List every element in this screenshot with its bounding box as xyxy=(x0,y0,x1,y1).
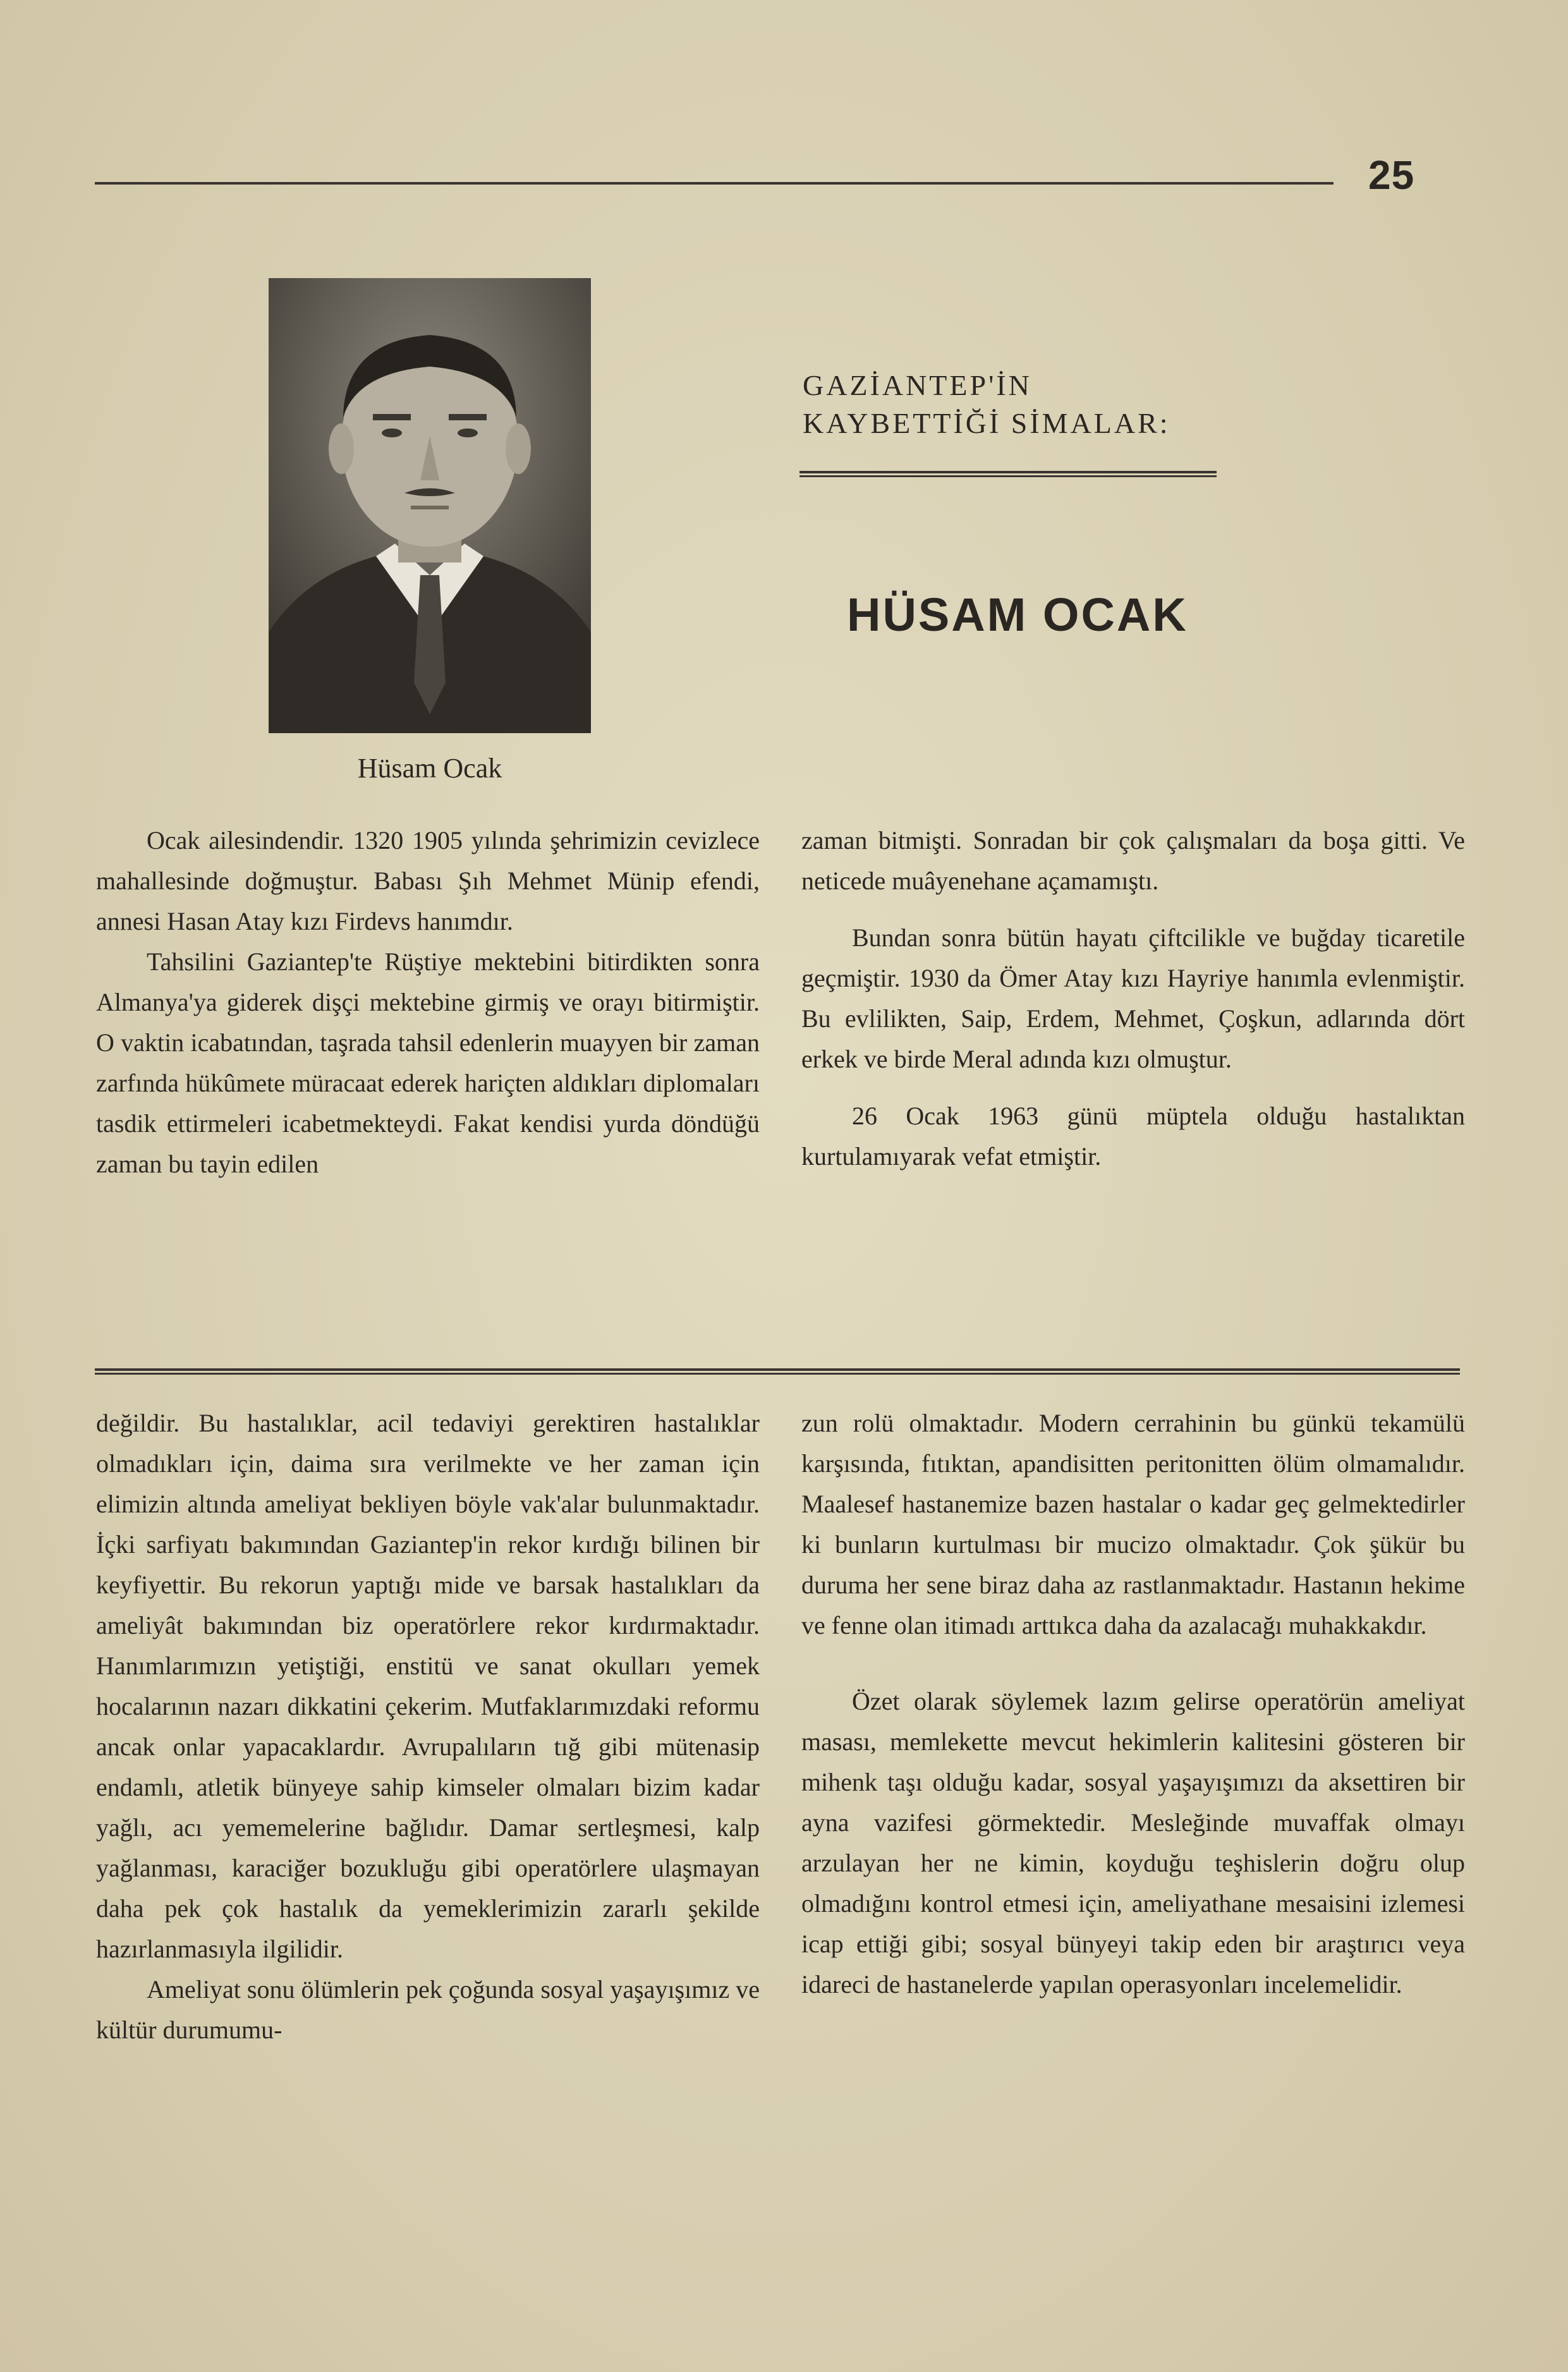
paragraph: Tahsilini Gaziantep'te Rüştiye mektebini bitirdikten sonra Almanya'ya giderek dişçi mektebine girmiş ve orayı bitirmiştir. O vaktin icabatından, taşrada tahsil edenlerin muayyen bir zaman zarfında hükûmete müracaat ederek hariçten aldıkları diplomaları tasdik ettirmeleri icabetmekteydi. Fakat kendisi yurda döndüğü zaman bu tayin edilen xyxy=(96,947,760,1178)
paragraph: Özet olarak söylemek lazım gelirse operatörün ameliyat masası, memlekette mevcut hekimlerin kalitesini gösteren bir mihenk taşı olduğu kadar, sosyal yaşayışımızı da aksettiren bir ayna vazifesi görmektedir. Mesleğinde muvaffak olmayı arzulayan her ne kimin, koyduğu teşhislerin doğru olup olmadığını kontrol etmesi için, ameliyathane mesaisini izlemesi icap ettiği gibi; sosyal bünyeyi takip eden bir araştırıcı veya idareci de hastanelerde yapılan operasyonları incelemelidir. xyxy=(801,1687,1465,1998)
page-number: 25 xyxy=(1368,152,1415,198)
paragraph: değildir. Bu hastalıklar, acil tedaviyi gerektiren hastalıklar olmadıkları için, daima sıra verilmekte ve her zaman için elimizin altında ameliyat bekliyen böyle vak'alar bulunmaktadır. İçki sarfiyatı bakımından Gaziantep'in rekor kırdığı bilinen bir keyfiyettir. Bu rekorun yaptığı mide ve barsak hastalıkları da ameliyât bakımından biz operatörlere rekor kırdırmaktadır. Hanımlarımızın yetiştiği, enstitü ve sanat okulları yemek hocalarının nazarı dikkatini çekerim. Mutfaklarımızdaki reformu ancak onlar yapacaklardır. Avrupalıların tığ gibi mütenasip endamlı, atletik bünyeye sahip kimseler olmaları bizim kadar yağlı, acı yememelerine bağlıdır. Damar sertleşmesi, kalp yağlanması, karaciğer bozukluğu gibi operatörlere ulaşmayan daha pek çok hastalık da yemeklerimizin zararlı şekilde hazırlanmasıyla ilgilidir. xyxy=(96,1409,760,1963)
series-title-line-1: GAZİANTEP'İN xyxy=(803,369,1032,401)
series-title-rule xyxy=(799,471,1217,477)
section-divider xyxy=(95,1368,1460,1375)
header-rule xyxy=(95,182,1334,185)
paragraph: zun rolü olmaktadır. Modern cerrahinin bu günkü tekamülü karşısında, fıtıktan, apandisitten peritonitten ölüm olmamalıdır. Maalesef hastanemize bazen hastalar o kadar geç gelmektedirler ki bunların kurtulması bir mucizo olmaktadır. Çok şükür bu duruma her sene biraz daha az rastlanmaktadır. Hastanın hekime ve fenne olan itimadı arttıkca daha da azalacağı muhakkakdır. xyxy=(801,1409,1465,1639)
series-title-line-2: KAYBETTİĞİ SİMALAR: xyxy=(803,407,1170,439)
paragraph: zaman bitmişti. Sonradan bir çok çalışmaları da boşa gitti. Ve neticede muâyenehane açamamıştı. xyxy=(801,826,1465,895)
paragraph: 26 Ocak 1963 günü müptela olduğu hastalıktan kurtulamıyarak vefat etmiştir. xyxy=(801,1102,1465,1171)
paragraph: Bundan sonra bütün hayatı çiftcilikle ve buğday ticaretile geçmiştir. 1930 da Ömer Atay kızı Hayriye hanımla evlenmiştir. Bu evlilikten, Saip, Erdem, Mehmet, Çoşkun, adlarında dört erkek ve birde Meral adında kızı olmuştur. xyxy=(801,923,1465,1073)
series-title xyxy=(803,367,1245,442)
photo-caption: Hüsam Ocak xyxy=(357,753,502,784)
column-bottom-left xyxy=(96,1403,760,2050)
portrait-illustration xyxy=(269,278,591,733)
paragraph: Ocak ailesindendir. 1320 1905 yılında şehrimizin cevizlece mahallesinde doğmuştur. Babası Şıh Mehmet Münip efendi, annesi Hasan Atay kızı Firdevs hanımdır. xyxy=(96,826,760,935)
article-title: HÜSAM OCAK xyxy=(847,588,1188,641)
column-top-left xyxy=(96,820,760,1184)
column-bottom-right xyxy=(801,1403,1465,2005)
column-top-right xyxy=(801,820,1465,1177)
portrait-photo xyxy=(269,278,591,733)
paragraph: Ameliyat sonu ölümlerin pek çoğunda sosyal yaşayışımız ve kültür durumumu- xyxy=(96,1975,760,2044)
